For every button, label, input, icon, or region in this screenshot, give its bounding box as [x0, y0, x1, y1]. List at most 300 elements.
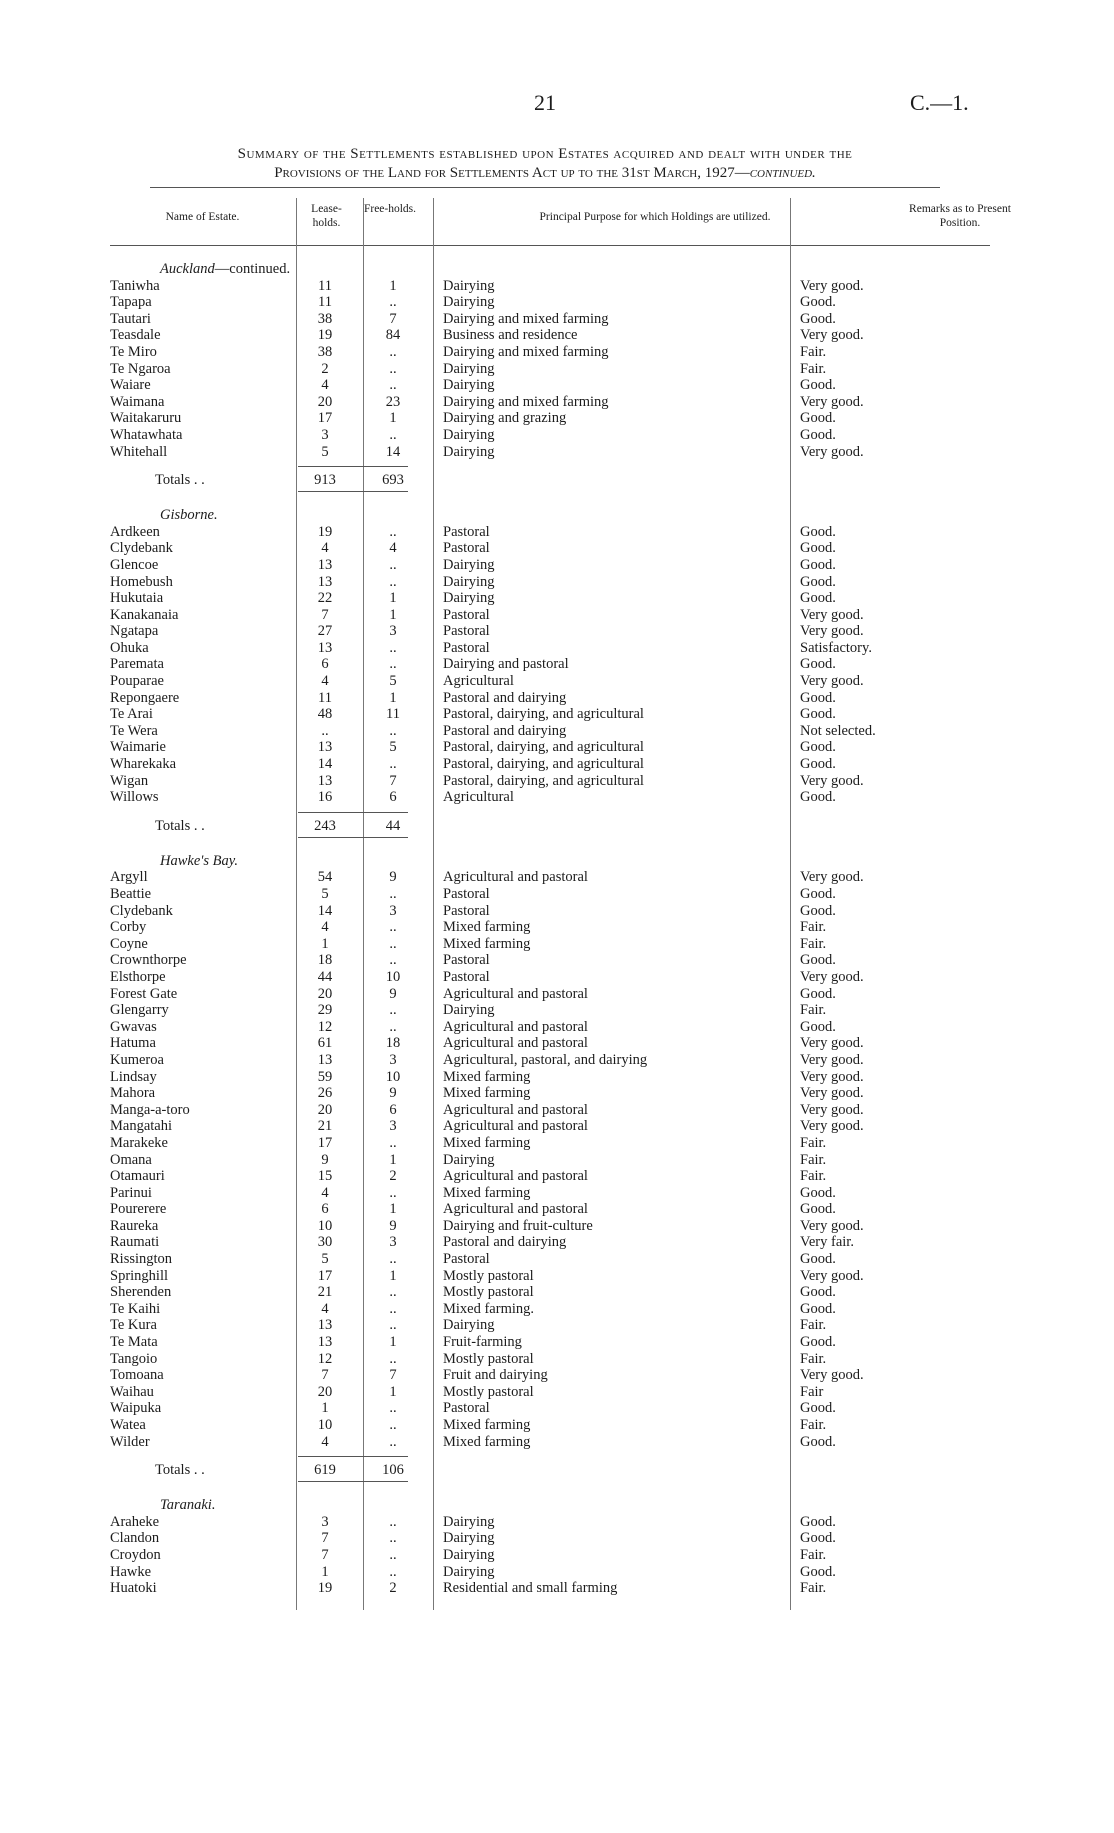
estate-name: Waitakaruru — [110, 410, 182, 427]
leaseholds-value: 12 — [317, 1018, 333, 1035]
table-row — [110, 1301, 990, 1318]
remarks-text: Satisfactory. — [800, 639, 872, 656]
purpose-text: Pastoral — [443, 623, 490, 640]
purpose-text: Dairying — [443, 294, 495, 311]
freeholds-value: 84 — [385, 327, 401, 344]
leaseholds-value: 4 — [321, 1300, 329, 1317]
table-row — [110, 986, 990, 1003]
remarks-text: Good. — [800, 426, 836, 443]
table-row — [110, 1284, 990, 1301]
remarks-text: Good. — [800, 886, 836, 902]
freeholds-value: .. — [389, 1284, 397, 1301]
purpose-text: Pastoral — [443, 606, 490, 623]
estate-name: Hawke — [110, 1563, 152, 1580]
spacer — [110, 493, 990, 507]
leaseholds-value: 16 — [317, 789, 333, 806]
totals-leaseholds: 913 — [314, 472, 336, 489]
freeholds-value: .. — [389, 1300, 397, 1317]
spacer — [110, 839, 990, 853]
freeholds-value: 1 — [389, 277, 397, 294]
freeholds-value: 6 — [389, 789, 397, 806]
purpose-text: Mixed farming — [443, 1134, 531, 1151]
purpose-text: Pastoral, dairying, and agricultural — [443, 756, 644, 773]
remarks-text: Good. — [800, 573, 836, 590]
estate-name: Forest Gate — [110, 985, 178, 1002]
purpose-text: Pastoral, dairying, and agricultural — [443, 739, 644, 756]
table-row — [110, 1069, 990, 1086]
remarks-text: Very good. — [800, 606, 864, 623]
purpose-text: Pastoral and dairying — [443, 689, 567, 706]
purpose-text: Pastoral — [443, 523, 490, 540]
purpose-text: Pastoral, dairying, and agricultural — [443, 706, 644, 723]
leaseholds-value: 13 — [317, 1334, 333, 1351]
table-row — [110, 640, 990, 657]
table-row — [110, 1168, 990, 1185]
purpose-text: Mixed farming — [443, 935, 531, 952]
remarks-text: Good. — [800, 523, 836, 540]
remarks-text: Good. — [800, 310, 836, 327]
estate-name: Waimarie — [110, 739, 166, 756]
purpose-text: Dairying — [443, 556, 495, 573]
totals-label: Totals . . — [155, 1462, 205, 1479]
remarks-text: Good. — [800, 756, 836, 773]
table-row — [110, 1434, 990, 1451]
totals-freeholds: 106 — [382, 1462, 404, 1479]
estate-name: Mahora — [110, 1085, 156, 1102]
freeholds-value: .. — [389, 1018, 397, 1035]
table-row — [110, 311, 990, 328]
leaseholds-value: 20 — [317, 985, 333, 1002]
summary-title-line-1: Summary of the Settlements established upon Estates acquired and dealt with under the — [237, 146, 853, 162]
remarks-text: Very good. — [800, 968, 864, 985]
freeholds-value: .. — [389, 343, 397, 360]
estate-name: Taniwha — [110, 277, 160, 294]
leaseholds-value: 7 — [321, 606, 329, 623]
freeholds-value: .. — [389, 639, 397, 656]
table-row — [110, 903, 990, 920]
estate-name: Whatawhata — [110, 426, 183, 443]
remarks-text: Fair. — [800, 1417, 827, 1433]
freeholds-value: 2 — [389, 1580, 397, 1597]
table-row — [110, 427, 990, 444]
freeholds-value: .. — [389, 886, 397, 902]
freeholds-value: .. — [389, 1002, 397, 1019]
leaseholds-value: 13 — [317, 639, 333, 656]
page-number: 21 — [534, 90, 556, 115]
estate-name: Kanakanaia — [110, 606, 179, 623]
leaseholds-value: 26 — [317, 1085, 333, 1102]
table-row — [110, 1367, 990, 1384]
freeholds-value: 7 — [389, 772, 397, 789]
remarks-text: Fair. — [800, 1580, 827, 1597]
totals-label: Totals . . — [155, 472, 205, 489]
purpose-text: Dairying — [443, 1151, 495, 1168]
freeholds-value: 7 — [389, 1367, 397, 1384]
freeholds-value: 4 — [389, 540, 397, 557]
estate-name: Ohuka — [110, 639, 149, 656]
remarks-text: Fair. — [800, 1350, 827, 1367]
remarks-text: Good. — [800, 410, 836, 427]
leaseholds-value: 13 — [317, 772, 333, 789]
freeholds-value: 14 — [385, 443, 401, 460]
purpose-text: Pastoral — [443, 952, 490, 969]
purpose-text: Mixed farming — [443, 1184, 531, 1201]
freeholds-value: .. — [389, 1400, 397, 1417]
column-header-freeholds: Free-holds. — [363, 203, 417, 215]
estate-name: Te Mata — [110, 1334, 158, 1351]
remarks-text: Fair. — [800, 1151, 827, 1168]
remarks-text: Good. — [800, 294, 836, 311]
purpose-text: Pastoral — [443, 902, 490, 919]
estate-name: Waimana — [110, 393, 165, 410]
estate-name: Marakeke — [110, 1134, 168, 1151]
remarks-text: Good. — [800, 1300, 836, 1317]
totals-row — [110, 1458, 990, 1483]
freeholds-value: .. — [389, 1134, 397, 1151]
estate-name: Raureka — [110, 1217, 159, 1234]
estate-name: Pourerere — [110, 1201, 167, 1218]
remarks-text: Very good. — [800, 869, 864, 886]
leaseholds-value: 4 — [321, 377, 329, 394]
purpose-text: Dairying and fruit-culture — [443, 1217, 593, 1234]
estate-name: Kumeroa — [110, 1051, 164, 1068]
estate-name: Pouparae — [110, 673, 164, 690]
estate-name: Te Kura — [110, 1317, 157, 1334]
table-row — [110, 1530, 990, 1547]
table-row — [110, 1564, 990, 1581]
totals-row — [110, 468, 990, 493]
totals-rule-bottom — [298, 837, 408, 838]
totals-rule-bottom — [298, 1481, 408, 1482]
purpose-text: Fruit-farming — [443, 1334, 522, 1351]
leaseholds-value: 1 — [321, 1563, 329, 1580]
table-row — [110, 1384, 990, 1401]
estate-name: Te Ngaroa — [110, 360, 171, 377]
estate-name: Tapapa — [110, 294, 152, 311]
freeholds-value: 9 — [389, 1217, 397, 1234]
estate-name: Te Miro — [110, 343, 157, 360]
remarks-text: Good. — [800, 1334, 836, 1351]
table-row — [110, 1580, 990, 1597]
table-row — [110, 377, 990, 394]
purpose-text: Dairying — [443, 1513, 495, 1530]
leaseholds-value: 12 — [317, 1350, 333, 1367]
estate-name: Hatuma — [110, 1035, 156, 1052]
estate-name: Wharekaka — [110, 756, 177, 773]
freeholds-value: .. — [389, 756, 397, 773]
freeholds-value: .. — [389, 1513, 397, 1530]
section-name: Auckland — [160, 261, 215, 277]
purpose-text: Agricultural and pastoral — [443, 1118, 588, 1135]
document-reference: C.—1. — [910, 90, 969, 115]
leaseholds-value: 13 — [317, 573, 333, 590]
leaseholds-value: 4 — [321, 673, 329, 690]
purpose-text: Fruit and dairying — [443, 1367, 548, 1384]
table-row — [110, 1317, 990, 1334]
remarks-text: Good. — [800, 985, 836, 1002]
estate-name: Huatoki — [110, 1580, 157, 1597]
purpose-text: Pastoral — [443, 1251, 490, 1268]
remarks-text: Very good. — [800, 673, 864, 690]
purpose-text: Pastoral, dairying, and agricultural — [443, 772, 644, 789]
remarks-text: Good. — [800, 1530, 836, 1547]
leaseholds-value: 21 — [317, 1284, 333, 1301]
remarks-text: Very fair. — [800, 1234, 854, 1251]
table-row — [110, 278, 990, 295]
estate-name: Springhill — [110, 1267, 169, 1284]
freeholds-value: 9 — [389, 985, 397, 1002]
leaseholds-value: 1 — [321, 935, 329, 952]
freeholds-value: 5 — [389, 673, 397, 690]
purpose-text: Dairying — [443, 360, 495, 377]
estate-name: Manga-a-toro — [110, 1101, 190, 1118]
totals-rule-bottom — [298, 491, 408, 492]
leaseholds-value: 4 — [321, 919, 329, 936]
estate-name: Crownthorpe — [110, 952, 187, 969]
freeholds-value: 5 — [389, 739, 397, 756]
table-row — [110, 394, 990, 411]
summary-title-main: Provisions of the Land for Settlements Act up to the 31st March, 1927— — [274, 165, 750, 181]
remarks-text: Very good. — [800, 1085, 864, 1102]
leaseholds-value: 4 — [321, 1184, 329, 1201]
freeholds-value: 1 — [389, 689, 397, 706]
leaseholds-value: 17 — [317, 1134, 333, 1151]
leaseholds-value: 6 — [321, 1201, 329, 1218]
leaseholds-value: 29 — [317, 1002, 333, 1019]
purpose-text: Agricultural and pastoral — [443, 1201, 588, 1218]
freeholds-value: .. — [389, 294, 397, 311]
freeholds-value: .. — [389, 935, 397, 952]
remarks-text: Very good. — [800, 772, 864, 789]
purpose-text: Dairying — [443, 1002, 495, 1019]
summary-title-line-2 — [105, 164, 985, 182]
leaseholds-value: 59 — [317, 1068, 333, 1085]
remarks-text: Good. — [800, 1201, 836, 1218]
purpose-text: Mostly pastoral — [443, 1267, 534, 1284]
estate-name: Tomoana — [110, 1367, 164, 1384]
freeholds-value: .. — [389, 523, 397, 540]
estate-name: Rissington — [110, 1251, 173, 1268]
table-row — [110, 723, 990, 740]
freeholds-value: 9 — [389, 869, 397, 886]
purpose-text: Dairying — [443, 443, 495, 460]
table-row — [110, 739, 990, 756]
purpose-text: Agricultural — [443, 673, 514, 690]
table-row — [110, 623, 990, 640]
estate-name: Waiare — [110, 377, 151, 394]
estate-name: Wilder — [110, 1433, 150, 1450]
leaseholds-value: 38 — [317, 343, 333, 360]
freeholds-value: .. — [389, 1546, 397, 1563]
leaseholds-value: 20 — [317, 393, 333, 410]
remarks-text: Very good. — [800, 1367, 864, 1384]
table-row — [110, 1234, 990, 1251]
leaseholds-value: 2 — [321, 360, 329, 377]
leaseholds-value: 7 — [321, 1546, 329, 1563]
table-row — [110, 1201, 990, 1218]
purpose-text: Agricultural and pastoral — [443, 869, 588, 886]
purpose-text: Agricultural, pastoral, and dairying — [443, 1051, 648, 1068]
spacer — [110, 460, 990, 468]
totals-rule-top — [298, 1456, 408, 1457]
section-title — [110, 507, 990, 524]
table-row — [110, 524, 990, 541]
freeholds-value: 1 — [389, 410, 397, 427]
remarks-text: Very good. — [800, 623, 864, 640]
freeholds-value: .. — [389, 722, 397, 739]
remarks-text: Fair. — [800, 1546, 827, 1563]
table-row — [110, 1135, 990, 1152]
remarks-text: Very good. — [800, 443, 864, 460]
leaseholds-value: 15 — [317, 1168, 333, 1185]
leaseholds-value: 48 — [317, 706, 333, 723]
purpose-text: Mixed farming — [443, 1085, 531, 1102]
table-row — [110, 756, 990, 773]
table-row — [110, 969, 990, 986]
estate-name: Glencoe — [110, 556, 159, 573]
leaseholds-value: 17 — [317, 1267, 333, 1284]
leaseholds-value: 61 — [317, 1035, 333, 1052]
table-row — [110, 1035, 990, 1052]
section-name: Hawke's Bay. — [160, 852, 239, 869]
freeholds-value: .. — [389, 952, 397, 969]
freeholds-value: .. — [389, 426, 397, 443]
column-header-name: Name of Estate. — [165, 211, 240, 223]
table-row — [110, 344, 990, 361]
freeholds-value: 1 — [389, 606, 397, 623]
leaseholds-value: 1 — [321, 1400, 329, 1417]
table-row — [110, 1268, 990, 1285]
estate-name: Parinui — [110, 1184, 152, 1201]
remarks-text: Good. — [800, 1284, 836, 1301]
freeholds-value: 3 — [389, 902, 397, 919]
title-rule — [150, 187, 940, 188]
freeholds-value: .. — [389, 1417, 397, 1433]
remarks-text: Good. — [800, 706, 836, 723]
table-row — [110, 1547, 990, 1564]
header-rule — [110, 245, 990, 246]
remarks-text: Good. — [800, 952, 836, 969]
remarks-text: Good. — [800, 902, 836, 919]
estate-name: Gwavas — [110, 1018, 157, 1035]
table-row — [110, 789, 990, 806]
spacer — [110, 1483, 990, 1497]
freeholds-value: 3 — [389, 1234, 397, 1251]
leaseholds-value: 21 — [317, 1118, 333, 1135]
estate-name: Otamauri — [110, 1168, 165, 1185]
table-row — [110, 1251, 990, 1268]
table-row — [110, 1417, 990, 1434]
leaseholds-value: 38 — [317, 310, 333, 327]
estate-name: Wigan — [110, 772, 149, 789]
leaseholds-value: 9 — [321, 1151, 329, 1168]
purpose-text: Pastoral and dairying — [443, 722, 567, 739]
freeholds-value: .. — [389, 656, 397, 673]
estate-name: Teasdale — [110, 327, 161, 344]
freeholds-value: .. — [389, 1433, 397, 1450]
purpose-text: Agricultural and pastoral — [443, 985, 588, 1002]
column-header-leaseholds: Lease-holds. — [311, 203, 342, 229]
totals-label: Totals . . — [155, 817, 205, 834]
purpose-text: Dairying — [443, 1530, 495, 1547]
freeholds-value: .. — [389, 919, 397, 936]
remarks-text: Very good. — [800, 1217, 864, 1234]
freeholds-value: .. — [389, 1563, 397, 1580]
leaseholds-value: 18 — [317, 952, 333, 969]
freeholds-value: 3 — [389, 623, 397, 640]
freeholds-value: 1 — [389, 1201, 397, 1218]
remarks-text: Good. — [800, 1251, 836, 1268]
estate-name: Te Wera — [110, 722, 158, 739]
leaseholds-value: 11 — [318, 277, 332, 294]
table-row — [110, 361, 990, 378]
table-row — [110, 690, 990, 707]
summary-title-continued: continued. — [749, 165, 816, 181]
purpose-text: Dairying — [443, 1546, 495, 1563]
remarks-text: Fair. — [800, 1134, 827, 1151]
leaseholds-value: 6 — [321, 656, 329, 673]
estate-name: Repongaere — [110, 689, 180, 706]
leaseholds-value: 4 — [321, 1433, 329, 1450]
remarks-text: Very good. — [800, 277, 864, 294]
estate-name: Tangoio — [110, 1350, 158, 1367]
freeholds-value: 7 — [389, 310, 397, 327]
estate-name: Waihau — [110, 1383, 154, 1400]
remarks-text: Good. — [800, 590, 836, 607]
leaseholds-value: .. — [321, 722, 329, 739]
table-row — [110, 886, 990, 903]
leaseholds-value: 3 — [321, 1513, 329, 1530]
purpose-text: Pastoral — [443, 540, 490, 557]
leaseholds-value: 13 — [317, 1051, 333, 1068]
freeholds-value: .. — [389, 1530, 397, 1547]
table-row — [110, 1019, 990, 1036]
estate-name: Homebush — [110, 573, 173, 590]
table-row — [110, 773, 990, 790]
column-header-remarks: Remarks as to Present Position. — [909, 203, 1011, 229]
leaseholds-value: 27 — [317, 623, 333, 640]
remarks-text: Very good. — [800, 393, 864, 410]
estate-name: Argyll — [110, 869, 148, 886]
remarks-text: Very good. — [800, 1118, 864, 1135]
column-header-purpose: Principal Purpose for which Holdings are utilized. — [539, 211, 771, 223]
leaseholds-value: 7 — [321, 1367, 329, 1384]
estate-name: Elsthorpe — [110, 968, 166, 985]
leaseholds-value: 19 — [317, 523, 333, 540]
remarks-text: Fair. — [800, 360, 827, 377]
table-row — [110, 656, 990, 673]
freeholds-value: .. — [389, 377, 397, 394]
purpose-text: Pastoral — [443, 886, 490, 902]
purpose-text: Pastoral — [443, 639, 490, 656]
remarks-text: Very good. — [800, 1035, 864, 1052]
table-header — [110, 200, 1011, 244]
remarks-text: Very good. — [800, 327, 864, 344]
table-row — [110, 1400, 990, 1417]
totals-leaseholds: 243 — [314, 817, 336, 834]
spacer — [110, 806, 990, 814]
leaseholds-value: 10 — [317, 1417, 333, 1433]
leaseholds-value: 11 — [318, 689, 332, 706]
estate-name: Mangatahi — [110, 1118, 173, 1135]
remarks-text: Good. — [800, 1184, 836, 1201]
section-name: Taranaki. — [160, 1497, 216, 1514]
estate-name: Ngatapa — [110, 623, 159, 640]
leaseholds-value: 13 — [317, 739, 333, 756]
leaseholds-value: 5 — [321, 1251, 329, 1268]
leaseholds-value: 17 — [317, 410, 333, 427]
leaseholds-value: 44 — [317, 968, 333, 985]
